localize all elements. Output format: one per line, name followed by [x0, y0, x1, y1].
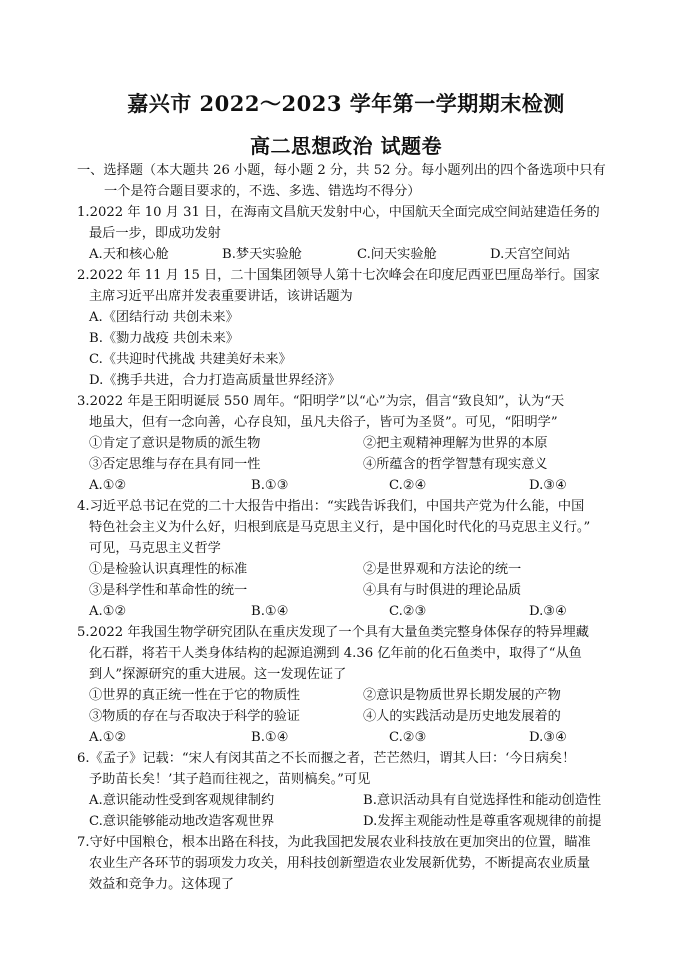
q5-option-a: A.①② — [89, 730, 127, 745]
q4-statement-1: ①是检验认识真理性的标准 — [89, 562, 248, 577]
q2-option-c: C.《共迎时代挑战 共建美好未来》 — [89, 352, 292, 367]
q1-option-c: C.问天实验舱 — [357, 247, 437, 262]
q5-statement-4: ④人的实践活动是历史地发展着的 — [363, 709, 561, 724]
q4-stem-line-3: 可见，马克思主义哲学 — [89, 541, 221, 556]
q7-stem-line-2: 农业生产各环节的弱项发力攻关，用科技创新塑造农业发展新优势，不断提高农业质量 — [89, 856, 591, 871]
q5-option-c: C.②③ — [389, 730, 427, 745]
q4-statement-3: ③是科学性和革命性的统一 — [89, 583, 248, 598]
q3-option-c: C.②④ — [389, 478, 427, 493]
q4-option-c: C.②③ — [389, 604, 427, 619]
q3-option-d: D.③④ — [529, 478, 567, 493]
q4-stem-line-2: 特色社会主义为什么好，归根到底是马克思主义行，是中国化时代化的马克思主义行。” — [89, 520, 591, 535]
q6-option-d: D.发挥主观能动性是尊重客观规律的前提 — [363, 814, 602, 829]
exam-title: 嘉兴市 2022～2023 学年第一学期期末检测 — [127, 91, 565, 116]
q4-option-b: B.①④ — [251, 604, 289, 619]
q2-stem-line-1: 2.2022 年 11 月 15 日，二十国集团领导人第十七次峰会在印度尼西亚巴厘岛举行。国家 — [77, 268, 600, 283]
q2-option-a: A.《团结行动 共创未来》 — [89, 310, 239, 325]
q6-stem-line-1: 6.《孟子》记载：“宋人有闵其苗之不长而揠之者，芒芒然归，谓其人曰：‘今日病矣！ — [77, 751, 576, 766]
q2-stem-line-2: 主席习近平出席并发表重要讲话，该讲话题为 — [89, 289, 353, 304]
q3-statement-1: ①肯定了意识是物质的派生物 — [89, 436, 261, 451]
q1-stem-line-2: 最后一步，即成功发射 — [89, 226, 221, 241]
q6-option-b: B.意识活动具有自觉选择性和能动创造性 — [363, 793, 602, 808]
q5-stem-line-2: 化石群，将若干人类身体结构的起源追溯到 4.36 亿年前的化石鱼类中，取得了“从鱼 — [89, 646, 582, 661]
q3-statement-4: ④所蕴含的哲学智慧有现实意义 — [363, 457, 548, 472]
q1-stem-line-1: 1.2022 年 10 月 31 日，在海南文昌航天发射中心，中国航天全面完成空间站建造任务的 — [77, 205, 600, 220]
q5-statement-3: ③物质的存在与否取决于科学的验证 — [89, 709, 300, 724]
q5-option-b: B.①④ — [251, 730, 289, 745]
section-instruction-line-2: 一个是符合题目要求的，不选、多选、错选均不得分） — [104, 184, 421, 199]
q3-statement-3: ③否定思维与存在具有同一性 — [89, 457, 261, 472]
q5-stem-line-1: 5.2022 年我国生物学研究团队在重庆发现了一个具有大量鱼类完整身体保存的特异埋藏 — [77, 625, 589, 640]
q5-statement-2: ②意识是物质世界长期发展的产物 — [363, 688, 561, 703]
q2-option-d: D.《携手共进，合力打造高质量世界经济》 — [89, 373, 341, 388]
q3-stem-line-2: 地虽大，但有一念向善，心存良知，虽凡夫俗子，皆可为圣贤”。可见，“阳明学” — [89, 415, 558, 430]
q3-statement-2: ②把主观精神理解为世界的本原 — [363, 436, 548, 451]
q4-statement-2: ②是世界观和方法论的统一 — [363, 562, 522, 577]
q5-option-d: D.③④ — [529, 730, 567, 745]
q4-statement-4: ④具有与时俱进的理论品质 — [363, 583, 522, 598]
q3-option-b: B.①③ — [251, 478, 289, 493]
q4-stem-line-1: 4.习近平总书记在党的二十大报告中指出：“实践告诉我们，中国共产党为什么能，中国 — [77, 499, 585, 514]
q1-option-d: D.天宫空间站 — [490, 247, 571, 262]
q7-stem-line-3: 效益和竞争力。这体现了 — [89, 877, 235, 892]
q6-stem-line-2: 予助苗长矣！’其子趋而往视之，苗则槁矣。”可见 — [89, 772, 371, 787]
q3-option-a: A.①② — [89, 478, 127, 493]
q6-option-a: A.意识能动性受到客观规律制约 — [89, 793, 275, 808]
exam-subtitle: 高二思想政治 试题卷 — [250, 134, 442, 158]
q3-stem-line-1: 3.2022 年是王阳明诞辰 550 周年。“阳明学”以“心”为宗，倡言“致良知”，认为“天 — [77, 394, 565, 409]
q4-option-a: A.①② — [89, 604, 127, 619]
q7-stem-line-1: 7.守好中国粮仓，根本出路在科技，为此我国把发展农业科技放在更加突出的位置，瞄准 — [77, 835, 591, 850]
q5-stem-line-3: 到人”探源研究的重大进展。这一发现佐证了 — [89, 667, 347, 682]
q2-option-b: B.《勠力战疫 共创未来》 — [89, 331, 239, 346]
section-instruction-line-1: 一、选择题（本大题共 26 小题，每小题 2 分，共 52 分。每小题列出的四个备选项中只有 — [77, 163, 606, 178]
q5-statement-1: ①世界的真正统一性在于它的物质性 — [89, 688, 300, 703]
q1-option-a: A.天和核心舱 — [89, 247, 169, 262]
q4-option-d: D.③④ — [529, 604, 567, 619]
q1-option-b: B.梦天实验舱 — [222, 247, 302, 262]
q6-option-c: C.意识能够能动地改造客观世界 — [89, 814, 275, 829]
